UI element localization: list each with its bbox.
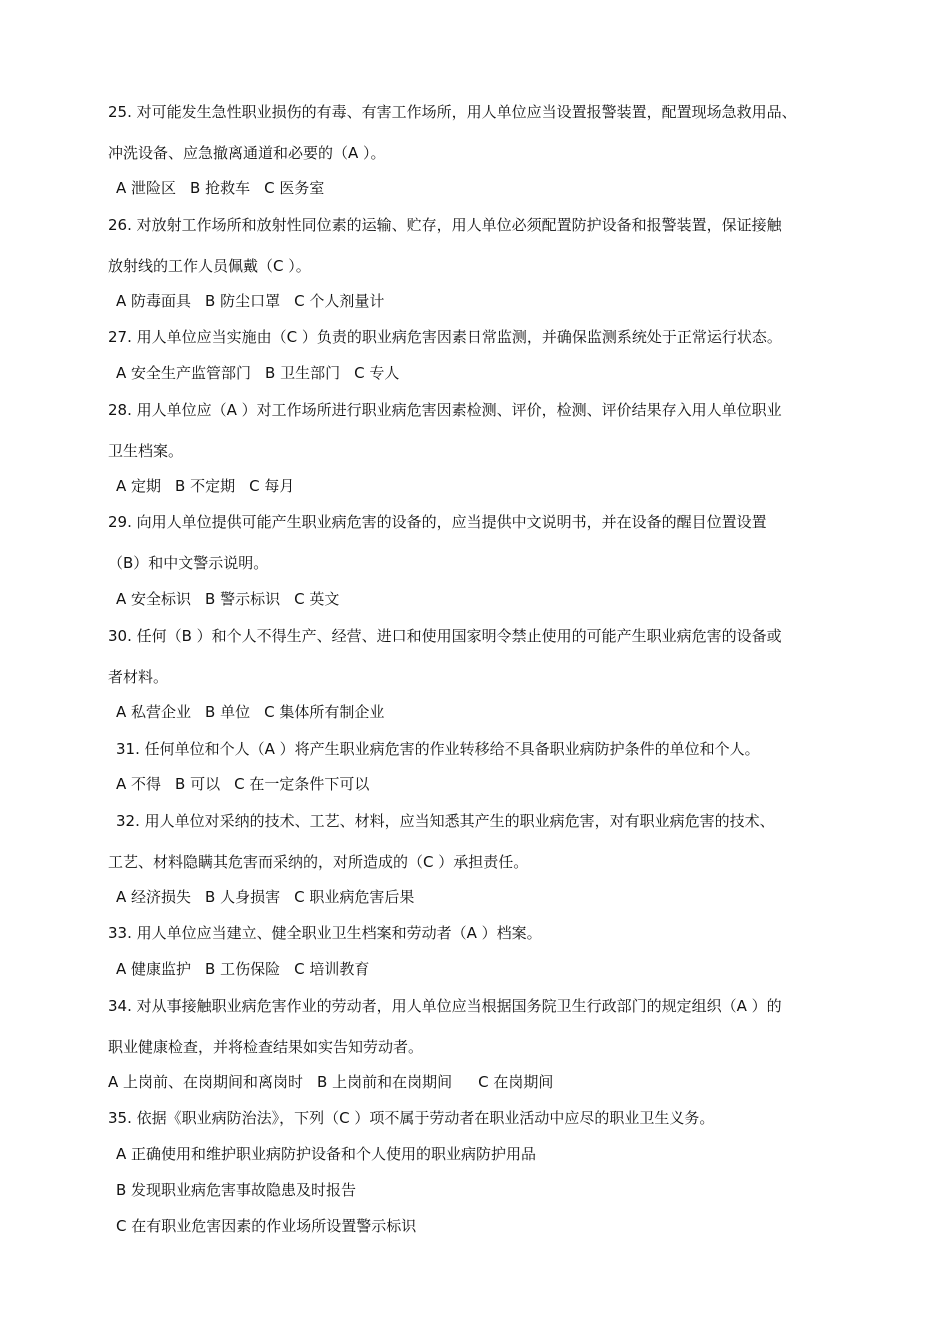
option-b: B 警示标识 [205,590,281,608]
question-34-options [108,1072,567,1092]
option-b: B 单位 [205,703,251,721]
option-a: A 私营企业 [116,703,192,721]
question-25-stem-line1: 25. 对可能发生急性职业损伤的有毒、有害工作场所，用人单位应当设置报警装置，配置现场急救用品、 [108,103,797,121]
option-c: C 医务室 [264,179,325,197]
option-a: A 定期 [116,477,162,495]
option-a: A 健康监护 [116,960,192,978]
option-a: A 泄险区 [116,179,177,197]
option-a: A 经济损失 [116,888,192,906]
option-a: A 上岗前、在岗期间和离岗时 [108,1073,304,1091]
question-25-options [116,178,338,198]
question-25-stem-line2: 冲洗设备、应急撤离通道和必要的（A ）。 [108,144,386,162]
question-29-stem-line2: （B）和中文警示说明。 [108,554,269,572]
question-30-options [116,702,398,722]
question-32-options [116,887,428,907]
question-35-option-b: B 发现职业病危害事故隐患及时报告 [116,1181,357,1199]
question-27-stem-line1: 27. 用人单位应当实施由（C ）负责的职业病危害因素日常监测，并确保监测系统处于正常运行状态。 [108,328,782,346]
question-33-options [116,959,383,979]
option-b: B 抢救车 [190,179,251,197]
question-32-stem-line2: 工艺、材料隐瞒其危害而采纳的，对所造成的（C ）承担责任。 [108,853,529,871]
option-c: C 在一定条件下可以 [234,775,370,793]
option-c: C 专人 [354,364,400,382]
question-27-options [116,363,413,383]
option-c: C 职业病危害后果 [294,888,415,906]
option-a: A 安全生产监管部门 [116,364,252,382]
question-34-stem-line1: 34. 对从事接触职业病危害作业的劳动者，用人单位应当根据国务院卫生行政部门的规定组织（A ）的 [108,997,782,1015]
question-26-stem-line1: 26. 对放射工作场所和放射性同位素的运输、贮存，用人单位必须配置防护设备和报警装置，保证接触 [108,216,782,234]
question-29-options [116,589,353,609]
question-28-stem-line1: 28. 用人单位应（A ）对工作场所进行职业病危害因素检测、评价，检测、评价结果存入用人单位职业 [108,401,782,419]
question-33-stem-line1: 33. 用人单位应当建立、健全职业卫生档案和劳动者（A ）档案。 [108,924,542,942]
question-26-options [116,291,398,311]
question-29-stem-line1: 29. 向用人单位提供可能产生职业病危害的设备的，应当提供中文说明书，并在设备的醒目位置设置 [108,513,767,531]
question-35-stem-line1: 35. 依据《职业病防治法》，下列（C ）项不属于劳动者在职业活动中应尽的职业卫生义务。 [108,1109,715,1127]
option-c: C 英文 [294,590,340,608]
option-c: C 培训教育 [294,960,370,978]
question-30-stem-line2: 者材料。 [108,668,169,686]
question-35-option-a: A 正确使用和维护职业病防护设备和个人使用的职业病防护用品 [116,1145,537,1163]
option-c: C 在岗期间 [478,1073,554,1091]
option-b: B 防尘口罩 [205,292,281,310]
question-31-options [116,774,383,794]
option-c: C 个人剂量计 [294,292,385,310]
question-28-stem-line2: 卫生档案。 [108,442,184,460]
option-c: C 每月 [249,477,295,495]
question-34-stem-line2: 职业健康检查，并将检查结果如实告知劳动者。 [108,1038,424,1056]
option-b: B 可以 [175,775,221,793]
option-b: B 卫生部门 [265,364,341,382]
option-b: B 上岗前和在岗期间 [317,1073,453,1091]
option-c: C 集体所有制企业 [264,703,385,721]
option-b: B 工伤保险 [205,960,281,978]
question-30-stem-line1: 30. 任何（B ）和个人不得生产、经营、进口和使用国家明令禁止使用的可能产生职业病危害的设备或 [108,627,782,645]
question-26-stem-line2: 放射线的工作人员佩戴（C ）。 [108,257,311,275]
question-35-option-c: C 在有职业危害因素的作业场所设置警示标识 [116,1217,417,1235]
question-31-stem-line1: 31. 任何单位和个人（A ）将产生职业病危害的作业转移给不具备职业病防护条件的单位和个人。 [116,740,760,758]
question-32-stem-line1: 32. 用人单位对采纳的技术、工艺、材料，应当知悉其产生的职业病危害，对有职业病危害的技术、 [116,812,775,830]
option-a: A 防毒面具 [116,292,192,310]
question-28-options [116,476,308,496]
option-b: B 不定期 [175,477,236,495]
option-a: A 安全标识 [116,590,192,608]
option-b: B 人身损害 [205,888,281,906]
option-a: A 不得 [116,775,162,793]
